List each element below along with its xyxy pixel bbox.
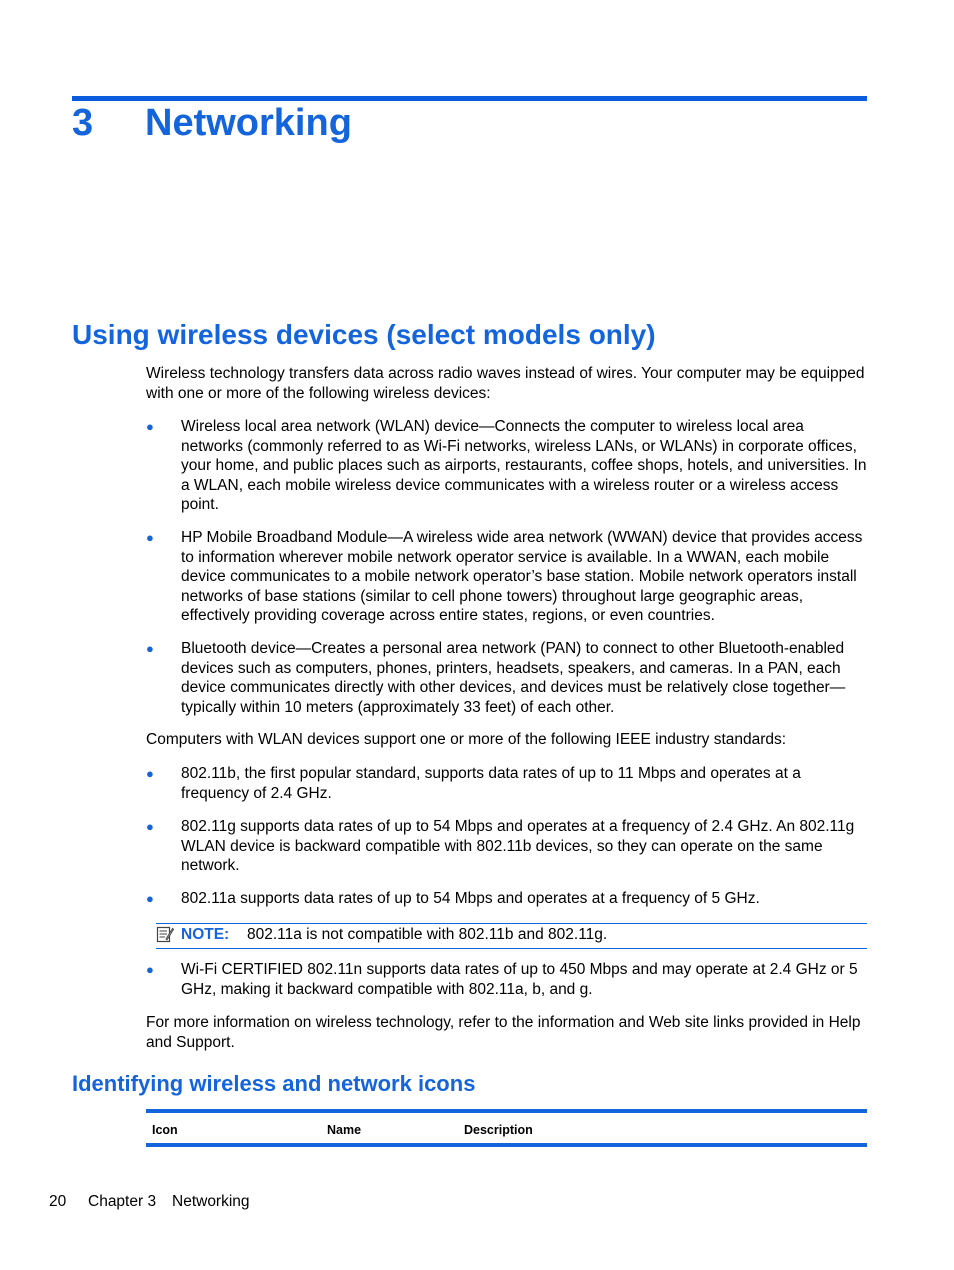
chapter-number: 3	[72, 102, 94, 144]
bullet-icon: ●	[146, 641, 154, 656]
list-item-text: HP Mobile Broadband Module—A wireless wide area network (WWAN) device that provides access to information wherever mobile network operator service is available. In a WWAN, each mobile device communicates to a mobile network operator’s base station. Mobile network operators install networks of base stations (similar to cell phone towers) throughout large geographic areas, effectively providing coverage across entire states, regions, or even countries.	[181, 529, 863, 624]
list-item	[146, 889, 868, 909]
device-list	[146, 417, 868, 515]
intro-text: Wireless technology transfers data across radio waves instead of wires. Your computer may be equipped with one or more of the following wireless devices:	[146, 365, 865, 402]
bullet-icon: ●	[146, 819, 154, 834]
list-item	[146, 764, 868, 803]
table-header-icon: Icon	[152, 1123, 178, 1137]
list-item-text: Wi-Fi CERTIFIED 802.11n supports data rates of up to 450 Mbps and may operate at 2.4 GHz or 5 GHz, making it backward compatible with 802.11a, b, and g.	[181, 961, 858, 998]
note-box	[156, 923, 867, 949]
list-item	[146, 639, 868, 717]
table-header-description: Description	[464, 1123, 533, 1137]
list-item-text: 802.11a supports data rates of up to 54 Mbps and operates at a frequency of 5 GHz.	[181, 890, 760, 907]
list-item-text: 802.11b, the first popular standard, supports data rates of up to 11 Mbps and operates at a frequency of 2.4 GHz.	[181, 765, 801, 802]
list-item	[146, 817, 868, 876]
list-item-text: Bluetooth device—Creates a personal area network (PAN) to connect to other Bluetooth-enabled devices such as computers, phones, printers, headsets, speakers, and cameras. In a PAN, each device communicates directly with other devices, and devices must be relatively close together—typically within 10 meters (approximately 33 feet) of each other.	[181, 640, 846, 716]
list-item	[146, 960, 868, 999]
standards-intro-text: Computers with WLAN devices support one or more of the following IEEE industry standards:	[146, 731, 787, 748]
note-text: 802.11a is not compatible with 802.11b and 802.11g.	[247, 926, 608, 943]
more-info-text: For more information on wireless technology, refer to the information and Web site links provided in Help and Support.	[146, 1014, 861, 1051]
icons-table	[146, 1109, 867, 1147]
note-label: NOTE:	[181, 926, 230, 943]
device-list	[146, 528, 868, 626]
table-header-name: Name	[327, 1123, 362, 1137]
note-icon	[156, 925, 174, 943]
standards-list	[146, 817, 868, 876]
bullet-icon: ●	[146, 419, 154, 434]
list-item-text: 802.11g supports data rates of up to 54 Mbps and operates at a frequency of 2.4 GHz. An 802.11g WLAN device is backward compatible with 802.11b devices, so they can operate on the same network.	[181, 818, 855, 874]
device-list	[146, 639, 868, 717]
bullet-icon: ●	[146, 530, 154, 545]
footer-chapter-title: Networking	[172, 1193, 250, 1210]
chapter-heading	[72, 100, 352, 146]
chapter-title: Networking	[145, 102, 352, 144]
standards-list	[146, 889, 868, 909]
standards-intro	[146, 730, 868, 750]
intro-paragraph	[146, 364, 868, 403]
subsection-title: Identifying wireless and network icons	[72, 1071, 476, 1096]
bullet-icon: ●	[146, 891, 154, 906]
bullet-icon: ●	[146, 962, 154, 977]
list-item	[146, 528, 868, 626]
list-item	[146, 417, 868, 515]
standards-list	[146, 764, 868, 803]
bullet-icon: ●	[146, 766, 154, 781]
standards-list	[146, 960, 868, 999]
section-title: Using wireless devices (select models only)	[72, 319, 656, 350]
footer-chapter-label: Chapter 3	[88, 1193, 157, 1210]
list-item-text: Wireless local area network (WLAN) device—Connects the computer to wireless local area networks (commonly referred to as Wi-Fi networks, wireless LANs, or WLANs) in corporate offices, your home, and public places such as airports, restaurants, coffee shops, hotels, and universities. In a WLAN, each mobile wireless device communicates with a wireless router or a wireless access point.	[181, 418, 867, 513]
page-number: 20	[49, 1193, 67, 1210]
more-info-paragraph	[146, 1013, 868, 1052]
